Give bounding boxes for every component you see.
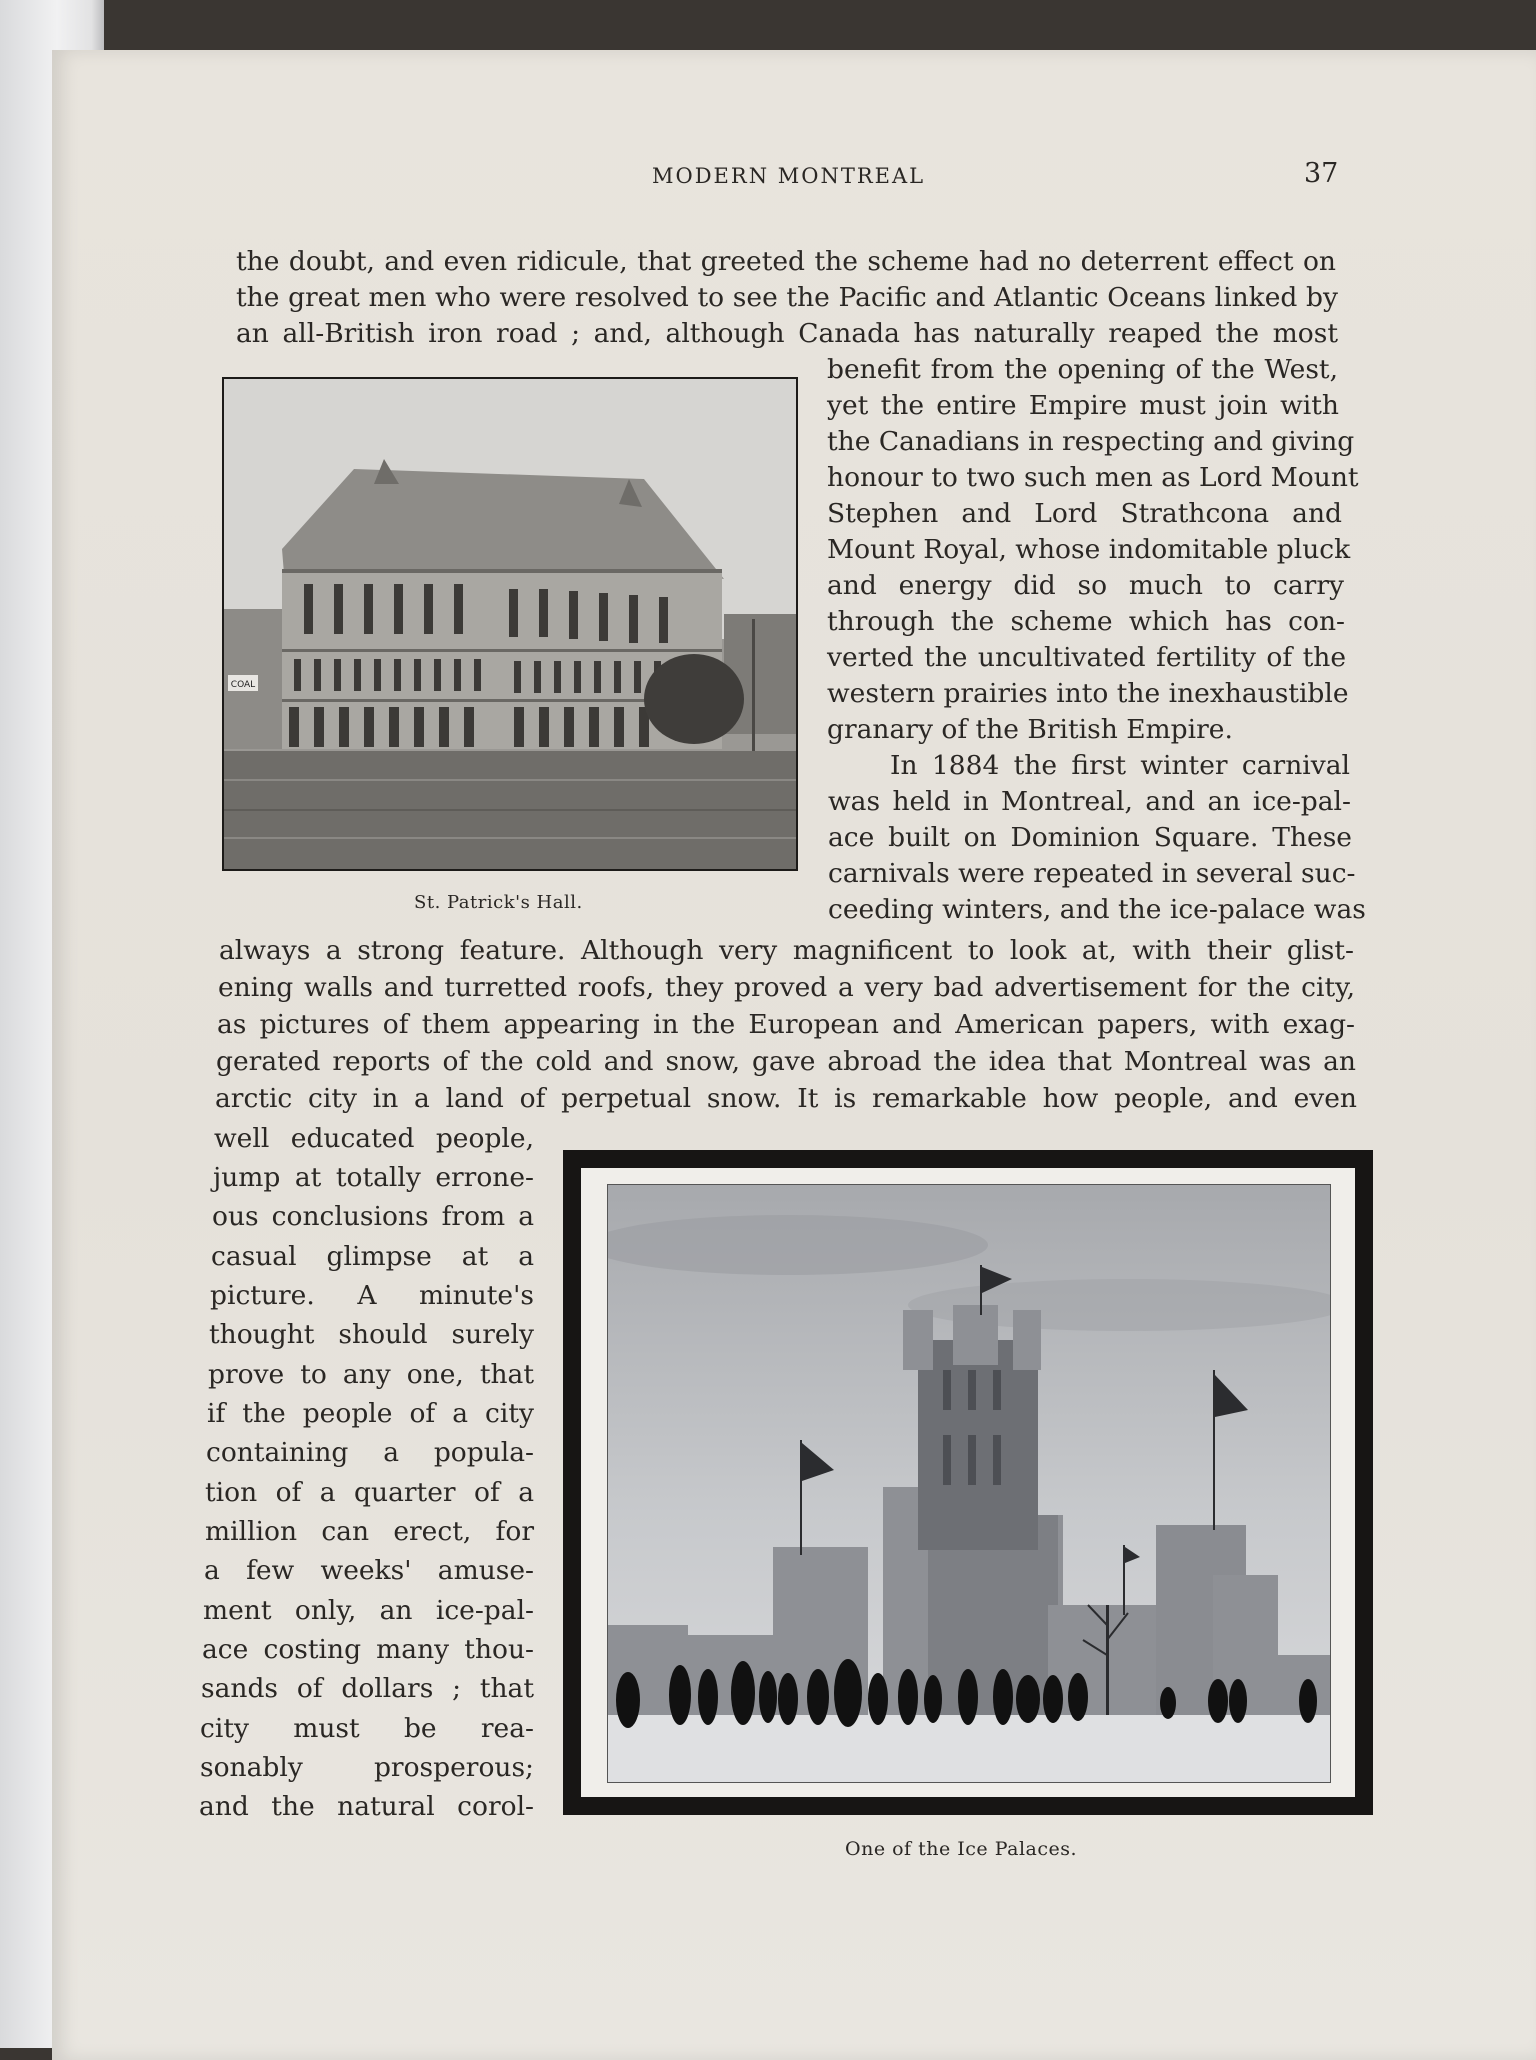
text-line: city must be rea- (200, 1713, 534, 1744)
text-line: and energy did so much to carry (827, 570, 1344, 601)
text-line: through the scheme which has con- (827, 606, 1345, 637)
running-head: MODERN MONTREAL (652, 164, 926, 188)
ice-palace-frame (563, 1150, 1373, 1815)
ice-palace-caption: One of the Ice Palaces. (845, 1838, 1078, 1860)
text-line: a few weeks' amuse- (204, 1555, 534, 1586)
text-line: carnivals were repeated in several suc- (828, 858, 1356, 889)
text-line: prove to any one, that (208, 1359, 534, 1390)
text-line: well educated people, (214, 1123, 534, 1154)
text-line: ace costing many thou- (202, 1634, 534, 1665)
coal-sign-text: COAL (230, 680, 256, 690)
text-line: sands of dollars ; that (201, 1673, 534, 1704)
text-line: thought should surely (209, 1319, 534, 1350)
st-patricks-hall-photo (222, 377, 798, 871)
text-line: ment only, an ice-pal- (203, 1595, 534, 1626)
text-line: if the people of a city (207, 1398, 534, 1429)
text-line: verted the uncultivated fertility of the (827, 642, 1346, 673)
text-line: and the natural corol- (199, 1791, 534, 1822)
text-line: Stephen and Lord Strathcona and (827, 498, 1342, 529)
text-line: ening walls and turretted roofs, they proved a very bad advertisement for the city, (218, 972, 1355, 1003)
page-header (0, 158, 1536, 198)
text-line: was held in Montreal, and an ice-pal- (828, 786, 1351, 817)
text-line: the Canadians in respecting and giving (827, 426, 1355, 457)
text-line: the doubt, and even ridicule, that greeted the scheme had no deterrent effect on (236, 246, 1336, 277)
text-line: containing a popula- (206, 1437, 534, 1468)
text-line: In 1884 the first winter carnival (890, 750, 1350, 781)
text-line: honour to two such men as Lord Mount (827, 462, 1359, 493)
text-line: picture. A minute's (210, 1280, 534, 1311)
text-line: granary of the British Empire. (827, 714, 1233, 745)
text-line: ous conclusions from a (212, 1201, 534, 1232)
text-line: yet the entire Empire must join with (827, 390, 1339, 421)
text-line: always a strong feature. Although very magnificent to look at, with their glist- (219, 935, 1354, 966)
text-line: sonably prosperous; (200, 1752, 534, 1783)
text-line: casual glimpse at a (211, 1241, 534, 1272)
text-line: western prairies into the inexhaustible (827, 678, 1349, 709)
text-line: as pictures of them appearing in the European and American papers, with exag- (217, 1009, 1355, 1040)
text-line: an all-British iron road ; and, although Canada has naturally reaped the most (236, 318, 1338, 349)
text-line: Mount Royal, whose indomitable pluck (827, 534, 1351, 565)
text-line: the great men who were resolved to see the Pacific and Atlantic Oceans linked by (236, 282, 1338, 313)
text-line: arctic city in a land of perpetual snow. It is remarkable how people, and even (215, 1083, 1357, 1114)
text-line: benefit from the opening of the West, (827, 354, 1338, 385)
text-line: gerated reports of the cold and snow, gave abroad the idea that Montreal was an (216, 1046, 1356, 1077)
text-line: million can erect, for (205, 1516, 534, 1547)
ice-palace-mat (581, 1168, 1355, 1797)
page-number: 37 (1304, 158, 1339, 189)
text-line: ace built on Dominion Square. These (828, 822, 1352, 853)
text-line: ceeding winters, and the ice-palace was (828, 894, 1366, 925)
text-line: tion of a quarter of a (205, 1477, 534, 1508)
text-line: jump at totally errone- (213, 1162, 534, 1193)
st-patricks-hall-caption: St. Patrick's Hall. (414, 892, 583, 913)
ice-palace-photo (607, 1184, 1331, 1783)
